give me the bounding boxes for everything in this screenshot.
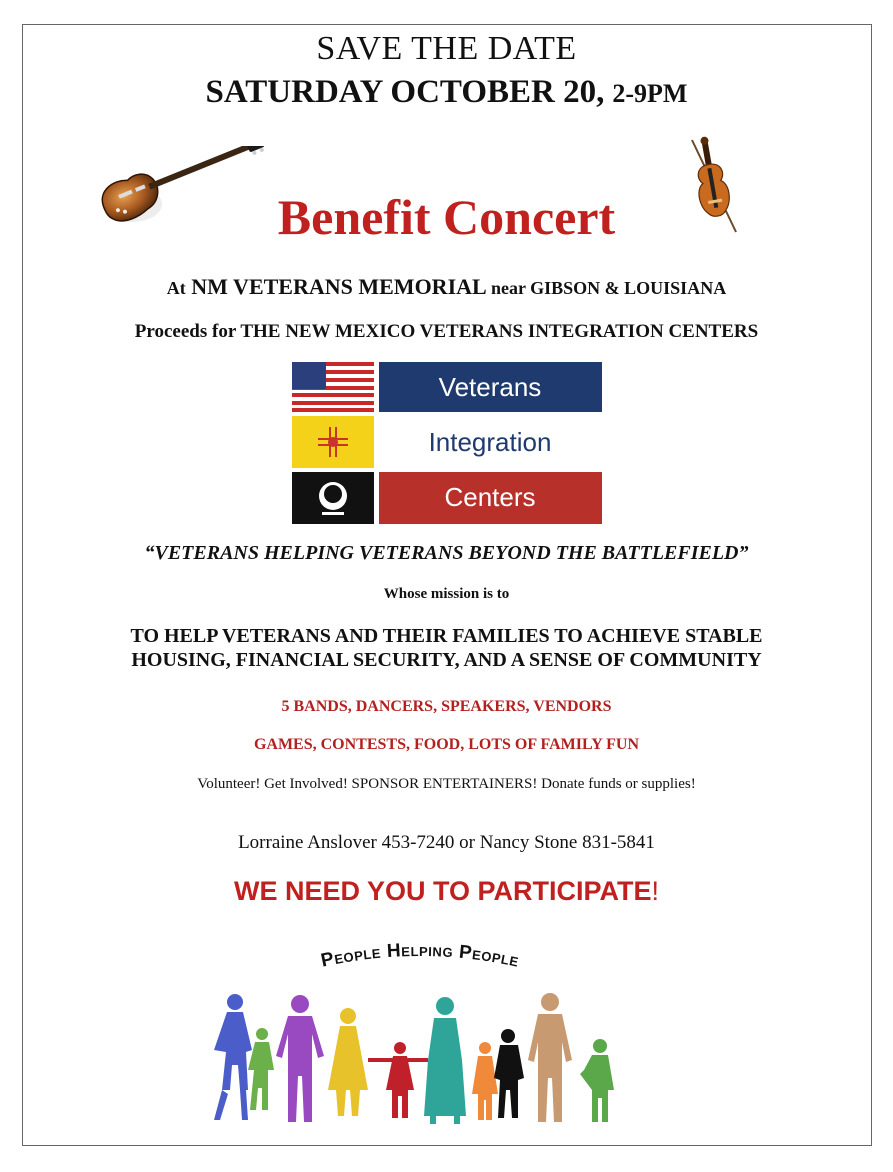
call-to-action xyxy=(0,876,893,907)
goal-line-1: TO HELP VETERANS AND THEIR FAMILIES TO ACHIEVE STABLE xyxy=(130,625,763,647)
highlights-bands: 5 BANDS, DANCERS, SPEAKERS, VENDORS xyxy=(281,698,612,715)
volunteer-line: Volunteer! Get Involved! SPONSOR ENTERTAINERS! Donate funds or supplies! xyxy=(197,776,696,792)
call-to-action-text: WE NEED YOU TO PARTICIPATE xyxy=(233,876,652,906)
contacts-line: Lorraine Anslover 453-7240 or Nancy Stone 831-5841 xyxy=(238,832,655,853)
logo-centers: Centers xyxy=(444,482,536,512)
people-helping-people-text: People Helping People xyxy=(319,939,521,972)
page-title: Benefit Concert xyxy=(277,189,616,245)
pow-mia-flag-icon xyxy=(292,472,374,524)
logo-integration: Integration xyxy=(428,427,552,457)
venue-place: NM VETERANS MEMORIAL xyxy=(191,274,486,299)
us-flag-icon xyxy=(292,362,374,412)
highlights-games: GAMES, CONTESTS, FOOD, LOTS OF FAMILY FUN xyxy=(253,736,640,753)
motto: “VETERANS HELPING VETERANS BEYOND THE BATTLEFIELD” xyxy=(144,542,749,564)
proceeds-line: Proceeds for THE NEW MEXICO VETERANS INTEGRATION CENTERS xyxy=(134,321,759,342)
mission-goal xyxy=(0,624,893,672)
mission-intro: Whose mission is to xyxy=(383,586,510,602)
event-date xyxy=(0,74,893,111)
event-time: 2-9PM xyxy=(612,79,688,108)
venue-prefix: At xyxy=(166,278,186,298)
logo-veterans: Veterans xyxy=(438,372,542,402)
people-helping-people-heading xyxy=(270,935,570,995)
venue-line xyxy=(0,274,893,300)
goal-line-2: HOUSING, FINANCIAL SECURITY, AND A SENSE OF COMMUNITY xyxy=(131,649,762,671)
svg-text:People Helping People xyxy=(319,940,521,972)
date-text: SATURDAY OCTOBER 20, xyxy=(205,74,605,110)
venue-near: near GIBSON & LOUISIANA xyxy=(490,278,727,298)
people-silhouettes-icon xyxy=(200,990,650,1130)
nm-flag-icon xyxy=(292,416,374,468)
save-the-date: SAVE THE DATE xyxy=(316,30,577,67)
vic-logo xyxy=(292,362,602,524)
call-to-action-punct: ! xyxy=(651,876,660,906)
